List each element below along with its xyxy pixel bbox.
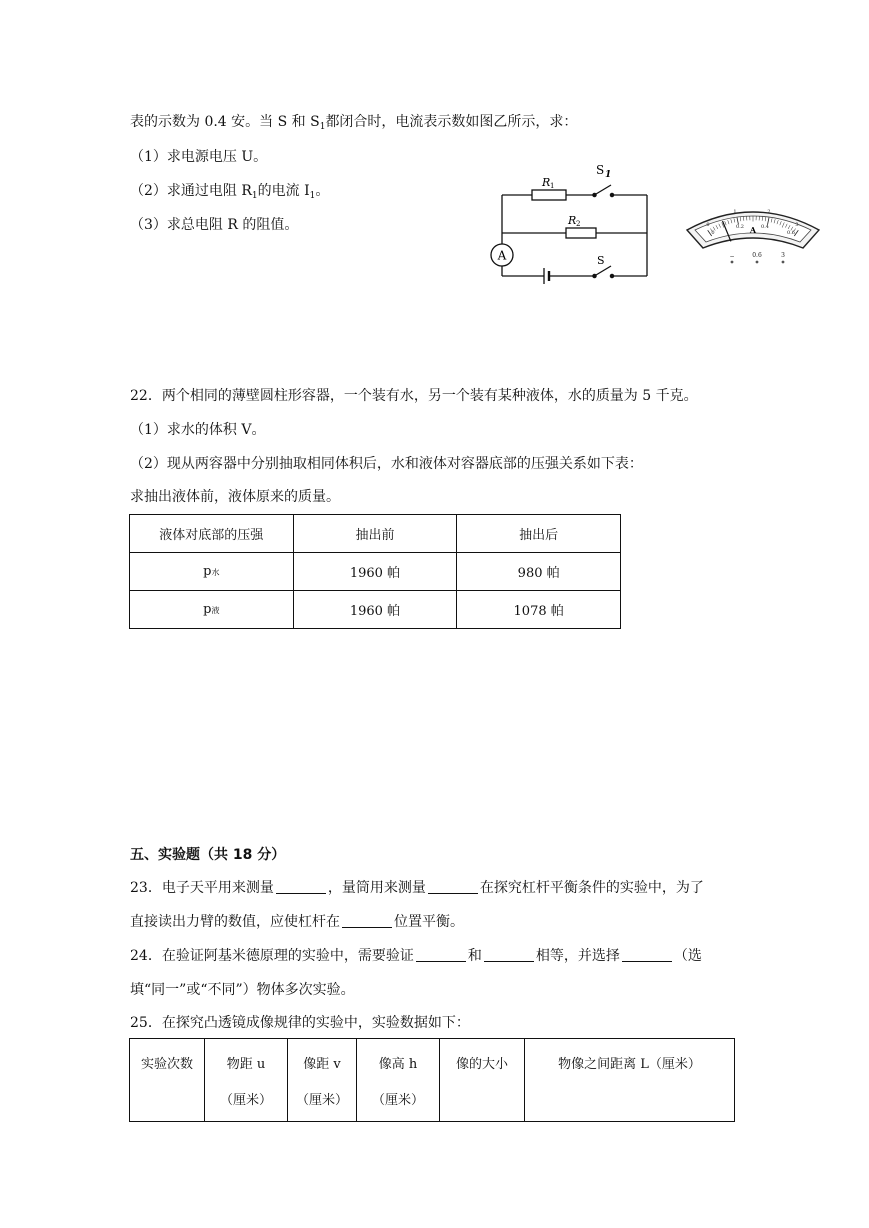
table-cell: 1960 帕 xyxy=(293,553,457,591)
q21-intro-text-b: 都闭合时，电流表示数如图乙所示，求： xyxy=(325,114,578,130)
r2-resistor xyxy=(566,228,596,238)
dial-top-label-3: 3 xyxy=(795,222,799,228)
q24-text-d: （选 xyxy=(673,948,702,964)
dial-unit: A xyxy=(749,225,757,235)
terminal-negative: − xyxy=(729,253,735,260)
q22-part1: （1）求水的体积 V。 xyxy=(130,422,266,438)
q22-part3: 求抽出液体前，液体原来的质量。 xyxy=(130,489,340,505)
table-cell: 1960 帕 xyxy=(293,591,457,629)
q21-part2 xyxy=(130,181,329,206)
q21-part1: （1）求电源电压 U。 xyxy=(130,149,268,165)
q22-part2: （2）现从两容器中分别抽取相同体积后，水和液体对容器底部的压强关系如下表： xyxy=(130,456,643,472)
ammeter-label: A xyxy=(497,248,507,263)
s1-label-sub: 1 xyxy=(605,170,612,180)
pressure-subscript: 液 xyxy=(211,606,220,615)
q23-text-a: 23．电子天平用来测量 xyxy=(130,880,274,896)
table-header-row xyxy=(130,1039,735,1122)
table-row xyxy=(130,591,621,629)
r2-label-sub: 2 xyxy=(576,220,581,228)
table-header-row xyxy=(130,515,621,553)
q21-part2-text-a: （2）求通过电阻 R xyxy=(130,183,252,199)
ammeter-dial xyxy=(683,200,823,265)
table-row xyxy=(130,553,621,591)
pressure-symbol: p xyxy=(203,602,212,617)
q21-intro-line xyxy=(130,112,577,137)
r1-label-sub: 1 xyxy=(550,182,555,190)
r2-label: R xyxy=(568,214,577,227)
r1-label: R xyxy=(542,176,551,189)
header-line: 物像之间距离 L（厘米） xyxy=(558,1057,701,1072)
terminal-0-6-post xyxy=(756,261,759,264)
header-line: 像的大小 xyxy=(455,1057,508,1072)
table-header-cell xyxy=(440,1039,525,1122)
table-header-cell xyxy=(205,1039,288,1122)
q21-intro-text-a: 表的示数为 0.4 安。当 S 和 S xyxy=(130,114,320,130)
terminal-negative-post xyxy=(731,261,734,264)
header-line: （厘米） xyxy=(219,1093,272,1108)
terminal-0-6: 0.6 xyxy=(752,252,762,259)
q24-text-a: 24．在验证阿基米德原理的实验中，需要验证 xyxy=(130,948,414,964)
q21-intro-sub: 1 xyxy=(319,122,326,132)
q24-line1 xyxy=(130,946,702,966)
table-cell xyxy=(130,591,294,629)
s-label: S xyxy=(597,254,605,267)
answer-blank[interactable] xyxy=(276,879,326,894)
q23-line2 xyxy=(130,912,464,932)
header-line: 像高 h xyxy=(378,1057,418,1072)
q25-title: 25．在探究凸透镜成像规律的实验中，实验数据如下： xyxy=(130,1015,470,1031)
answer-blank[interactable] xyxy=(428,879,478,894)
q24-text-c: 相等，并选择 xyxy=(535,948,620,964)
table-header-cell xyxy=(525,1039,735,1122)
pressure-table xyxy=(129,514,621,629)
table-header-cell: 抽出后 xyxy=(457,515,621,553)
q23-text-c: 在探究杠杆平衡条件的实验中，为了 xyxy=(479,880,704,896)
answer-blank[interactable] xyxy=(484,947,534,962)
dial-bottom-label-2: 0.4 xyxy=(761,224,769,230)
terminal-3-post xyxy=(782,261,785,264)
table-cell: 980 帕 xyxy=(457,553,621,591)
dial-bottom-label-3: 0.6 xyxy=(787,230,795,236)
dial-top-label-0: 0 xyxy=(706,222,710,228)
q21-part2-text-b: 的电流 I xyxy=(257,183,310,199)
section-title: 五、实验题（共 18 分） xyxy=(130,847,286,863)
table-header-cell xyxy=(288,1039,357,1122)
dial-bottom-label-0: 0 xyxy=(711,230,715,236)
q22-title: 22．两个相同的薄壁圆柱形容器，一个装有水，另一个装有某种液体，水的质量为 5 千克。 xyxy=(130,388,698,404)
answer-blank[interactable] xyxy=(622,947,672,962)
answer-blank[interactable] xyxy=(416,947,466,962)
q23-text-d: 直接读出力臂的数值，应使杠杆在 xyxy=(130,914,340,930)
r1-resistor xyxy=(532,190,566,200)
q21-part2-sub1: 1 xyxy=(251,191,258,201)
table-header-cell: 抽出前 xyxy=(293,515,457,553)
header-line: 物距 u xyxy=(226,1057,266,1072)
table-header-cell xyxy=(357,1039,440,1122)
table-cell xyxy=(130,553,294,591)
header-line: （厘米） xyxy=(371,1093,424,1108)
dial-top-label-2: 2 xyxy=(767,209,771,215)
s-switch-lever xyxy=(596,266,611,275)
q24-line2: 填“同一”或“不同”）物体多次实验。 xyxy=(130,982,355,998)
table-cell: 1078 帕 xyxy=(457,591,621,629)
header-line: 像距 v xyxy=(303,1057,341,1072)
q21-part2-sub2: 1 xyxy=(309,191,316,201)
q23-line1 xyxy=(130,878,704,898)
q21-part2-text-c: 。 xyxy=(315,183,330,199)
q23-text-e: 位置平衡。 xyxy=(394,914,464,930)
answer-blank[interactable] xyxy=(342,913,392,928)
table-header-cell: 液体对底部的压强 xyxy=(130,515,294,553)
s1-label: S xyxy=(596,163,605,177)
terminal-3: 3 xyxy=(781,252,785,259)
header-line: （厘米） xyxy=(295,1093,348,1108)
pressure-subscript: 水 xyxy=(211,568,220,577)
circuit-diagram xyxy=(480,158,660,288)
s1-switch-lever xyxy=(596,185,611,194)
dial-top-label-1: 1 xyxy=(733,209,737,215)
pressure-symbol: p xyxy=(203,564,212,579)
q23-text-b: ，量筒用来测量 xyxy=(327,880,426,896)
lens-experiment-table xyxy=(129,1038,735,1122)
header-line: 实验次数 xyxy=(140,1057,193,1072)
dial-bottom-label-1: 0.2 xyxy=(736,224,744,230)
q21-part3: （3）求总电阻 R 的阻值。 xyxy=(130,217,299,233)
table-header-cell xyxy=(130,1039,205,1122)
q24-text-b: 和 xyxy=(467,948,482,964)
